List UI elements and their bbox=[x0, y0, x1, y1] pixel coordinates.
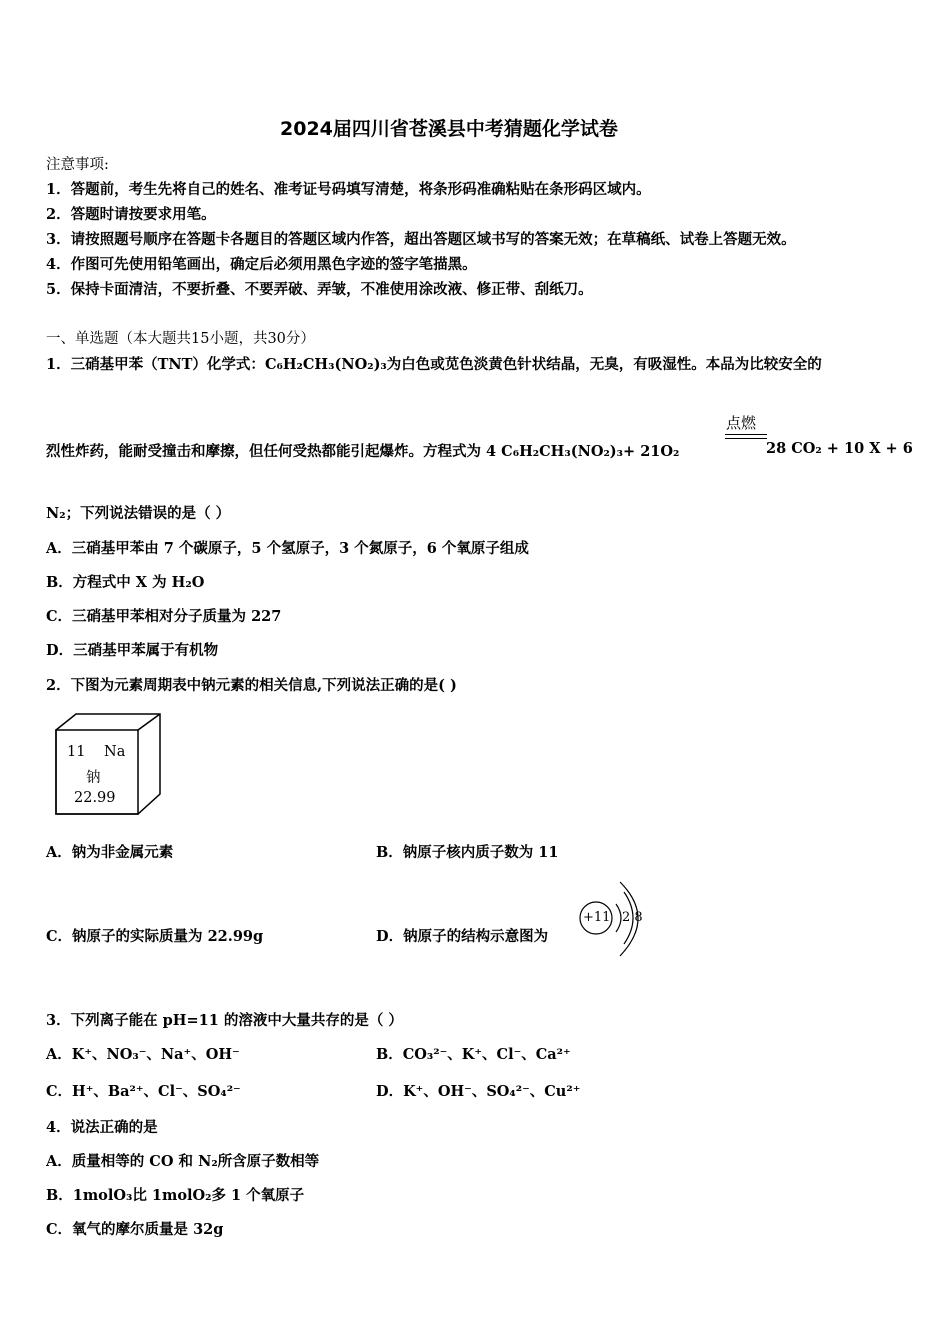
q2-option-b: B．钠原子核内质子数为 11 bbox=[376, 844, 559, 861]
q3-option-b: B．CO₃²⁻、K⁺、Cl⁻、Ca²⁺ bbox=[376, 1046, 571, 1063]
element-mass: 22.99 bbox=[74, 790, 116, 806]
q3-option-c: C．H⁺、Ba²⁺、Cl⁻、SO₄²⁻ bbox=[46, 1083, 241, 1100]
notice-item: 4．作图可先使用铅笔画出，确定后必须用黑色字迹的签字笔描黑。 bbox=[46, 256, 477, 273]
q2-option-d: D．钠原子的结构示意图为 bbox=[376, 928, 549, 945]
notice-item: 1．答题前，考生先将自己的姓名、准考证号码填写清楚，将条形码准确粘贴在条形码区域内。 bbox=[46, 181, 651, 198]
reaction-condition: 点燃 bbox=[726, 414, 757, 432]
q1-products: 28 CO₂ + 10 X + 6 bbox=[766, 440, 913, 457]
atom-shells: 2 8 bbox=[622, 910, 643, 925]
reaction-arrow bbox=[725, 434, 767, 439]
q4-stem: 4．说法正确的是 bbox=[46, 1119, 158, 1136]
q4-option-b: B．1molO₃比 1molO₂多 1 个氧原子 bbox=[46, 1187, 305, 1204]
element-name: 钠 bbox=[86, 770, 101, 786]
element-number: 11 bbox=[67, 744, 86, 760]
q1-option-b: B．方程式中 X 为 H₂O bbox=[46, 574, 205, 591]
atom-nucleus: +11 bbox=[583, 910, 611, 925]
notice-heading: 注意事项: bbox=[46, 157, 109, 173]
q1-option-d: D．三硝基甲苯属于有机物 bbox=[46, 642, 219, 659]
q1-option-a: A．三硝基甲苯由 7 个碳原子，5 个氢原子，3 个氮原子，6 个氧原子组成 bbox=[46, 540, 529, 557]
q3-option-d: D．K⁺、OH⁻、SO₄²⁻、Cu²⁺ bbox=[376, 1083, 581, 1100]
q1-option-c: C．三硝基甲苯相对分子质量为 227 bbox=[46, 608, 282, 625]
q3-option-a: A．K⁺、NO₃⁻、Na⁺、OH⁻ bbox=[46, 1046, 240, 1063]
q2-stem: 2．下图为元素周期表中钠元素的相关信息,下列说法正确的是( ) bbox=[46, 677, 457, 694]
notice-item: 5．保持卡面清洁，不要折叠、不要弄破、弄皱，不准使用涂改液、修正带、刮纸刀。 bbox=[46, 281, 593, 298]
q4-option-a: A．质量相等的 CO 和 N₂所含原子数相等 bbox=[46, 1153, 320, 1170]
q1-text-a: 1．三硝基甲苯（TNT）化学式： bbox=[46, 356, 265, 373]
q4-option-c: C．氧气的摩尔质量是 32g bbox=[46, 1221, 224, 1238]
q1-formula: C₆H₂CH₃(NO₂)₃ bbox=[264, 356, 387, 373]
page-title: 2024届四川省苍溪县中考猜题化学试卷 bbox=[280, 118, 618, 140]
section-heading: 一、单选题（本大题共15小题，共30分） bbox=[46, 331, 315, 347]
q1-text-b: 为白色或苋色淡黄色针状结晶，无臭，有吸湿性。本品为比较安全的 bbox=[386, 356, 822, 373]
notice-item: 3．请按照题号顺序在答题卡各题目的答题区域内作答，超出答题区域书写的答案无效；在草稿纸、试卷上答题无效。 bbox=[46, 231, 796, 248]
q1-line3: N₂；下列说法错误的是（ ） bbox=[46, 505, 231, 522]
q1-line2: 烈性炸药，能耐受撞击和摩擦，但任何受热都能引起爆炸。方程式为 4 C₆H₂CH₃(NO₂)₃+ 21O₂ bbox=[46, 443, 680, 460]
q2-option-a: A．钠为非金属元素 bbox=[46, 844, 174, 861]
q2-option-c: C．钠原子的实际质量为 22.99g bbox=[46, 928, 264, 945]
q1-stem bbox=[46, 353, 822, 374]
q3-stem: 3．下列离子能在 pH=11 的溶液中大量共存的是（ ） bbox=[46, 1012, 403, 1029]
notice-item: 2．答题时请按要求用笔。 bbox=[46, 206, 216, 223]
element-symbol: Na bbox=[104, 744, 126, 760]
